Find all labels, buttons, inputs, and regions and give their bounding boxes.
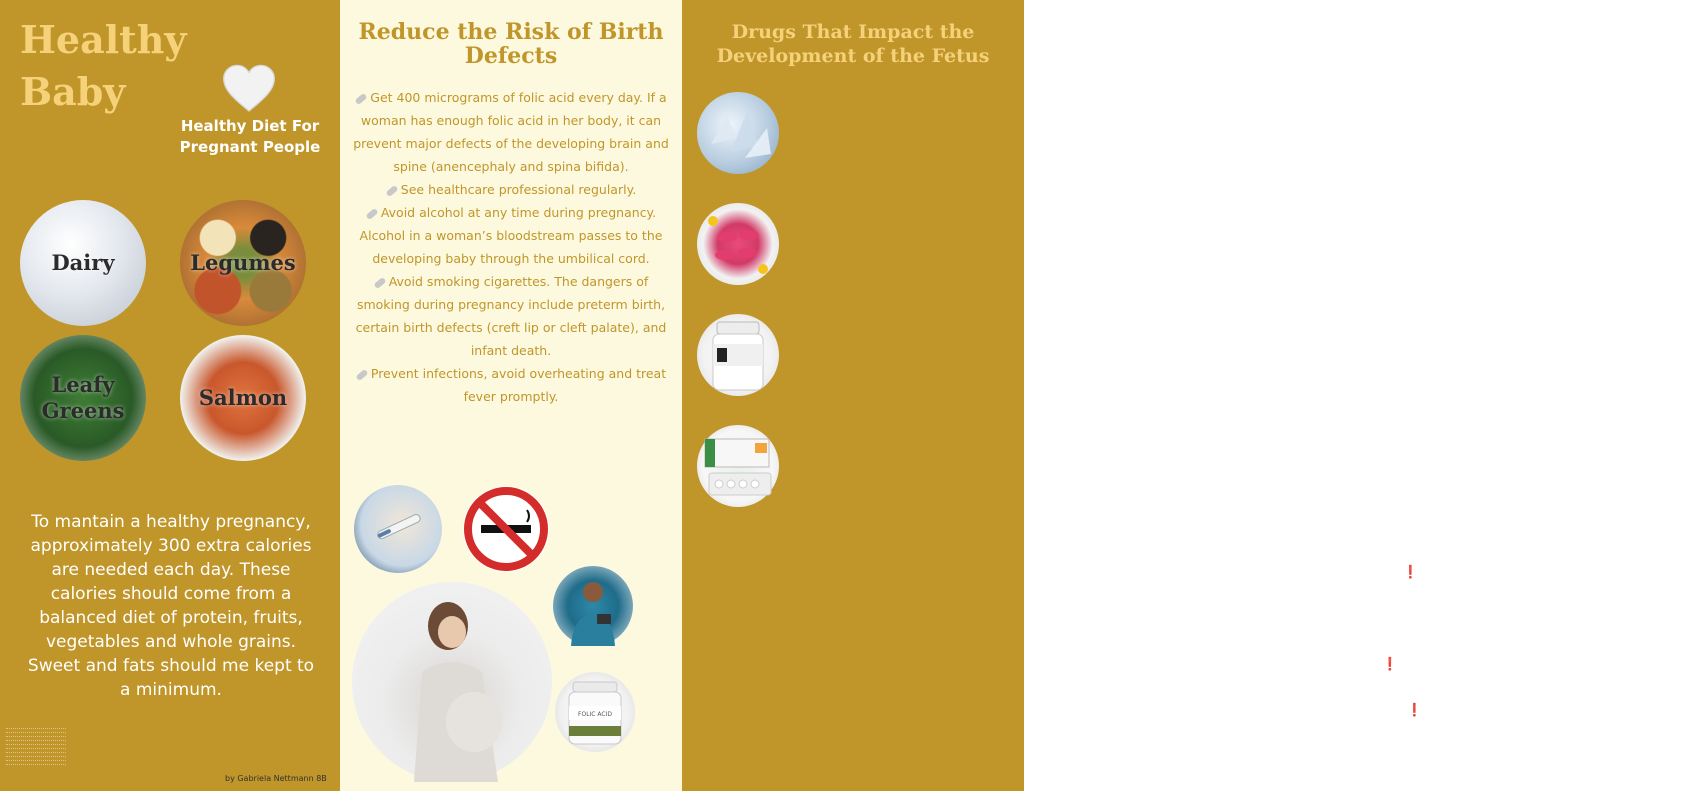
- tip-item: [348, 270, 674, 362]
- methamphetamine-photo: [697, 92, 779, 174]
- drug-name: Methamphetamine:: [1539, 98, 1631, 109]
- diet-heading: Healthy Diet For Pregnant People: [179, 117, 321, 156]
- food-salmon-label: Salmon: [198, 385, 288, 410]
- nsaids-photo: [697, 203, 779, 285]
- no-smoking-icon: [463, 486, 549, 572]
- folic-acid-label: FOLIC ACID: [578, 711, 612, 718]
- tip-item: [348, 362, 674, 408]
- drug-name: Primaquine:: [1557, 431, 1613, 442]
- tips-list: [348, 86, 674, 408]
- food-legumes-image: [180, 200, 306, 326]
- tip-text: Avoid alcohol at any time during pregnancy. Alcohol in a woman’s bloodstream passes to the developing baby through the umbilical cord.: [359, 205, 663, 266]
- facts-list: [1378, 560, 1702, 767]
- supplement-bottle: [555, 672, 635, 752]
- fact-text: Over 20 000 babies are born each year dependent on illegal or prescription drugs and suffer neonatal abstinence syndrome (NAS).: [1393, 702, 1687, 763]
- tip-item: [348, 201, 674, 270]
- drug-name: NSAIDs (ibuprofen, naproxem, etc.):: [1502, 215, 1668, 226]
- references-list: [6, 727, 66, 768]
- thermometer-icon: [354, 485, 442, 573]
- tip-text: Prevent infections, avoid overheating and treat fever promptly.: [370, 366, 667, 404]
- drug-nsaids: [1475, 215, 1695, 284]
- no-smoking-photo: [463, 486, 549, 572]
- tip-item: [348, 178, 674, 201]
- drug-desc: Using meth during pregnancy can reduce a woman’s placental blood flow. This can cause fetal hypoxia, an insufficient amount of oxygen to the fetus.: [1476, 109, 1694, 155]
- folic-acid-bottle-photo: [555, 672, 635, 752]
- fact-item: [1378, 560, 1702, 652]
- thermometer-photo: [354, 485, 442, 573]
- tip-text: Get 400 micrograms of folic acid every day. If a woman has enough folic acid in her body, it can prevent major defects of the developing brain and spine (anencephaly and spina bifida).: [353, 90, 669, 174]
- food-legumes-label: Legumes: [190, 250, 296, 275]
- pill-icon: [355, 368, 368, 380]
- pregnant-woman-photo: [352, 582, 552, 782]
- nurse-photo: [553, 566, 633, 646]
- crystals-icon: [697, 92, 779, 174]
- food-dairy-image: [20, 200, 146, 326]
- food-leafy-greens-image: [20, 335, 146, 461]
- fact-item: [1378, 698, 1702, 767]
- pill-icon: [385, 184, 398, 196]
- pill-icon: [355, 92, 368, 104]
- medicine-bottle-icon: [697, 314, 779, 396]
- tip-item: [348, 86, 674, 178]
- brand-title-line1: Healthy: [20, 17, 187, 62]
- chloramphenicol-photo: [697, 314, 779, 396]
- drug-desc: Chloramphenicol is an antibiotic that’s usually given as an injection. This drug can cause serious blood disorders and gray baby syndrome.: [1478, 337, 1692, 383]
- tip-text: Avoid smoking cigarettes. The dangers of smoking during pregnancy include preterm birth, certain birth defects (creft lip or cleft palate), and infant death.: [355, 274, 667, 358]
- food-salmon-image: [180, 335, 306, 461]
- exclamation-icon: ❗: [1406, 702, 1423, 717]
- heart-icon: [222, 62, 276, 116]
- fact-item: [1378, 652, 1702, 698]
- drug-name: Chloramphenicol:: [1544, 326, 1626, 337]
- tip-text: See healthcare professional regularly.: [400, 182, 637, 197]
- drug-desc: Primaquine is a drug that’s used to treat malaria. There isn’t a lot of data on humans who’ve taken this drug during pregnancy, but dies suggest it’s harmful to developing fetuses. It can damage cells in a fetus.: [1475, 442, 1695, 500]
- food-dairy-label: Dairy: [51, 250, 115, 275]
- left-panel: [0, 0, 340, 791]
- pills-icon: [697, 203, 779, 285]
- brand-title-line2: Baby: [20, 69, 126, 114]
- food-leafy-greens-label: Leafy Greens: [41, 372, 125, 423]
- exclamation-icon: ❗: [1402, 564, 1419, 579]
- pill-icon: [373, 276, 386, 288]
- calories-text: To mantain a healthy pregnancy, approximately 300 extra calories are needed each day. These calories should come from a balanced diet of protein, fruits, vegetables and whole grains. Sweet and fats should me kept to a minimum.: [27, 512, 315, 700]
- middle-title: Reduce the Risk of Birth Defects: [358, 19, 664, 69]
- drug-chloramphenicol: [1475, 326, 1695, 384]
- pregnant-figure: [352, 582, 552, 782]
- brand-title: [20, 14, 186, 118]
- exclamation-icon: ❗: [1382, 656, 1398, 671]
- pill-box-icon: [697, 425, 779, 507]
- drug-primaquine: [1475, 431, 1695, 500]
- nurse-figure: [553, 566, 633, 646]
- drug-desc: When taken during pregnancy, NSAIDs reduce bloodflow to the baby’s kidneys and other important structures. Reduced blood flow to the kidneys leads to reduced urine production by the fetus.: [1478, 226, 1692, 284]
- pill-icon: [365, 207, 378, 219]
- fact-text: More than 50% of pregnant women take prescription or nonprescription drugs at some time during pregnancy, and use of drugs during pregnancy is increasing.: [1379, 564, 1701, 648]
- fact-text: About 5% of pregnant women use one or more adictive substances.: [1401, 656, 1698, 694]
- primaquine-photo: [697, 425, 779, 507]
- right-title: Drugs That Impact the Development of the Fetus: [716, 21, 990, 67]
- byline: by Gabriela Nettmann 8B: [225, 774, 327, 783]
- drug-methamphetamine: [1475, 98, 1695, 156]
